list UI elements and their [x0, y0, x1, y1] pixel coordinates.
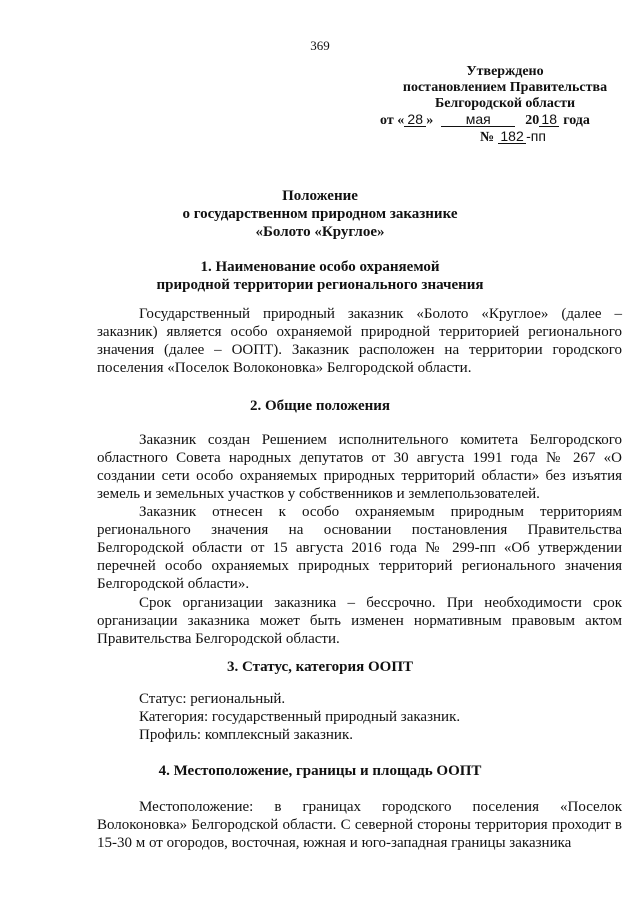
date-day-close: » — [426, 113, 434, 128]
date-year-prefix: 20 — [525, 113, 540, 128]
page-number: 369 — [310, 38, 330, 53]
number-prefix: № — [480, 130, 495, 145]
title-line-3: «Болото «Круглое» — [255, 224, 385, 240]
section1-paragraph: Государственный природный заказник «Болото «Круглое» (далее – заказник) является особо охраняемой природной территорией регионального значения (далее – ООПТ). Заказник расположен на территории городского поселения «Поселок Волоконовка» Белгородской области. — [97, 306, 622, 376]
approval-line-1: Утверждено — [466, 64, 544, 79]
section2-heading: 2. Общие положения — [249, 398, 391, 414]
date-year-suffix: 18 — [539, 112, 559, 127]
approval-number-row — [380, 129, 630, 146]
document-number: 182 — [498, 129, 526, 144]
title-line-2: о государственном природном заказнике — [182, 206, 458, 222]
approval-line-2: постановлением Правительства — [402, 80, 608, 95]
section2-paragraph-1: Заказник создан Решением исполнительного комитета Белгородского областного Совета народных депутатов от 30 августа 1991 года № 267 «О создании сети особо охраняемых природных территорий области» без изъятия земель и земельных участков у собственников и землепользователей. — [97, 432, 622, 502]
approval-stamp — [380, 64, 630, 146]
profile-line: Профиль: комплексный заказник. — [139, 727, 353, 743]
category-line: Категория: государственный природный заказник. — [139, 709, 461, 725]
section2-paragraph-3: Срок организации заказника – бессрочно. При необходимости срок организации заказника может быть изменен нормативным правовым актом Правительства Белгородской области. — [97, 595, 622, 647]
date-year-word: года — [563, 113, 590, 128]
number-suffix: -пп — [526, 128, 546, 144]
approval-line-3: Белгородской области — [434, 96, 576, 111]
section4-heading: 4. Местоположение, границы и площадь ООПТ — [158, 763, 482, 779]
section4-paragraph: Местоположение: в границах городского поселения «Поселок Волоконовка» Белгородской области. С северной стороны территория проходит в 15-30 м от огородов, восточная, южная и юго-западная границы заказника — [97, 799, 622, 851]
approval-date-row — [380, 112, 630, 129]
section1-heading-line-1: 1. Наименование особо охраняемой — [200, 259, 440, 275]
section1-heading-line-2: природной территории регионального значения — [156, 277, 484, 293]
title-line-1: Положение — [282, 188, 358, 204]
section3-heading: 3. Статус, категория ООПТ — [226, 659, 413, 675]
date-day: 28 — [404, 112, 426, 127]
section2-paragraph-2: Заказник отнесен к особо охраняемым природным территориям регионального значения на основании постановления Правительства Белгородской области от 15 августа 2016 года № 299-пп «Об утверждении перечней особо охраняемых природных территорий регионального значения Белгородской области». — [97, 504, 622, 592]
date-month: мая — [441, 112, 515, 127]
status-line: Статус: региональный. — [139, 691, 286, 707]
date-prefix: от « — [380, 113, 405, 128]
